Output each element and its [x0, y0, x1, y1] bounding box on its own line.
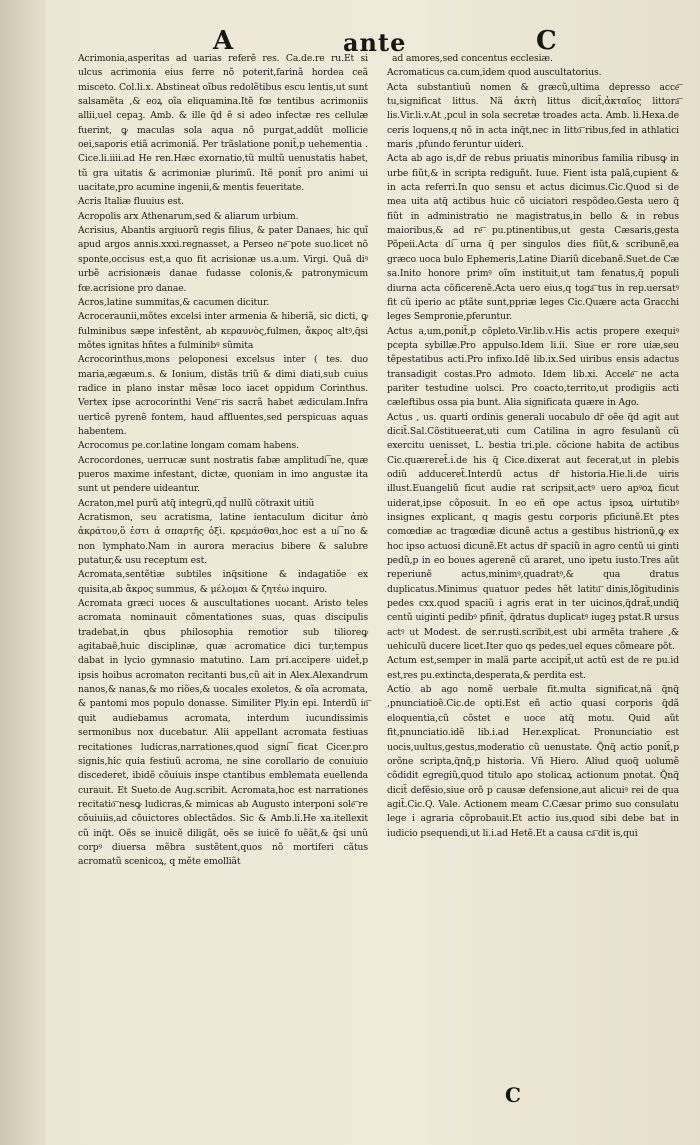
- dictionary-entry: Acromata græci uoces & auscultationes uocant. Aristo teles acromata nominauit cõmentationes suas, quas discipulis tradebat,in qbus philosophia remotior sub tilioreꝙ agitabaẽ,huic disciplinæ, quæ acromatice dici tur,tempus dabat in lycio gymnasio matutino. Lam pri.accipere uidet̃,p ipsis hoibus acromaton recitanti bus,cũ ait in Alex.Alexandrum nanos,& nanas,& mo riões,& uocales exoletos, & oĩa acromata, & pantomi mos populo donasse. Similiter Ply.in epi. Interdũ in͞ quit audiebamus acromata, interdum iucundissimis sermonibus nox ducebatur. Alii appellant acromata festiuas recitationes ludicras,narrationes,quod signi͞ ficat Cicer.pro signis,hic quia festiuũ acroma, ne sine corollario de conuiuio discederet, ibidẽ cõuiuis inspe ctantibus emblemata euellenda curauit. Et Sueto.de Aug.scribit. Acromata,hoc est narrationes recitatio͞ nesꝙ ludicras,& mimicas ab Augusto interponi sole͞ re cõuiuiis,ad cõuictores oblectãdos. Sic & Amb.li.He xa.itellexit cũ inq̃t. Oẽs se inuicẽ diligãt, oẽs se iuicẽ fo uẽãt,& q̃si unũ corpꝰ diuersa mẽbra sustẽtent,quos nõ mortiferi cãtus acromatũ scenicoꝝ, q mẽte emolliãt: [78, 598, 368, 868]
- dictionary-entry: Actus , us. quarti ordinis generali uocabulo dr̃ oẽe q̃d agit aut dicit̃.Sal.Cõstitueerat,uti cum Catilina in agro fesulanũ cũ exercitu uenisset, L. bestia tri.ple. cõcione habita de actibus Cic.quæreret̃.i.de his q̃ Cice.dixerat aut fecerat,ut in plebis odiũ adduceret̃.Interdũ actus dr̃ historia.Hie.li.de uiris illust.Euangeliũ ficut audie rat scripsit,actꝰ uero apꝰoꝝ ficut uiderat,ipse cõposuit. In eo eñ ope actus ipsoꝝ uirtutibꝰ insignes explicant, q magis gestu corporis pficiunẽ.Et ptes comœdiæ ac tragœdiæ dicunẽ actus a gestibus histrionũ,ꝙ ex hoc ipso actuosi dicunẽ.Et actus dr̃ spaciũ in agro centũ ui ginti pedũ,p in eo boues agerenẽ cũ araret, uno ipetu iusto.Tres aũt reperiunẽ actus,minimꝰ,quadratꝰ,& qua dratus duplicatus.Minimus quatuor pedes hẽt latitu͞ dinis,lõgitudinis pedes cxx.quod spaciũ i agris erat in ter uicinos,q̃drat̃,undiq̃ centũ uiginti pedibꝰ pfinit̃, q̃dratus duplicatꝰ iugeꝫ pstat.R ursus actꝰ ut Modest. de ser.rusti.scribit,est ubi armẽta trahere ,& uehiculũ ducere licet.Iter quo qs pedes,uel eques cõmeare põt.: [387, 411, 679, 653]
- dictionary-entry: Acromaticus ca.cum,idem quod auscultatorius.: [387, 67, 602, 79]
- dictionary-entry: Acrocorinthus,mons peloponesi excelsus inter ( tes. duo maria,ægæum.s. & Ionium, distãs triũ & dimi diati,sub cuius radice in plano instar mẽsæ loco iacet oppidum Corinthus. Vertex ipse acrocorinthi Vene͞ ris sacrã habet ædiculam.Infra uerticẽ pyrenẽ fontem, haud affluentes,sed perspicuas aquas habentem.: [78, 354, 368, 437]
- dictionary-entry: Acraton,mel purũ atq̃ integrũ,qd̃ nullũ cõtraxit uitiũ: [78, 497, 315, 509]
- dictionary-entry: Acros,latine summitas,& cacumen dicitur.: [78, 296, 270, 308]
- dictionary-entry: Acropolis arx Athenarum,sed & aliarum urbium.: [78, 210, 299, 222]
- header-left-letter: A: [213, 26, 234, 56]
- dictionary-entry: Acris Italiæ fluuius est.: [78, 196, 184, 208]
- right-text-column: [387, 52, 679, 841]
- left-text-column: [78, 52, 368, 870]
- dictionary-entry: Acratismon, seu acratisma, latine ientaculum dicitur ἀπὸ ἀκράτου,ὅ ἐστι ἀ σπαρτῆς ὁξὶ. κρεμάσθαι,hoc est a ui͞ no & non lymphato.Nam in aurora meracius bibere & salubre putatur,& usu receptum est.: [78, 512, 368, 567]
- dictionary-entry: Actio ab ago nomẽ uerbale fit.multa significat,nã q̃nq̃ ,pnunciatioẽ.Cic.de opti.Est eñ actio quasi corporis q̃dã eloquentia,cũ cõstet e uoce atq̃ motu. Quid aũt fit,pnunciatio.idẽ lib.i.ad Her.explicat. Pronunciatio est uocis,uultus,gestus,moderatio cũ uenustate. Q̃nq̃ actio ponit̃,p orõne scripta,q̃nq̃,p historia. Vñ Hiero. Aliud quoq̃ uolumẽ cõdidit egregiũ,quod titulo apo stolicaꝝ actionum pnotat. Q̃nq̃ dicit̃ defẽsio,siue orõ p causæ defensione,aut alicuiꝰ rei de qua agit̃.Cic.Q. Vale. Actionem meam C.Cæsar primo suo consulatu lege i agraria cõprobauit.Et actio ius,quod sibi debe bat in iudicio psequendi,ut li.i.ad Hetẽ.Et a causa ca͞ dit is,qui: [387, 684, 679, 839]
- binding-shadow: [0, 0, 46, 1145]
- dictionary-entry: Acrocordones, uerrucæ sunt nostratis fabæ amplitudi͞ ne, quæ pueros maxime infestant, dictæ, quoniam in imo angustæ ita sunt ut pendere uideantur.: [78, 454, 368, 495]
- header-right-letter: C: [536, 26, 557, 56]
- dictionary-entry: Acrocomus pe.cor.latine longam comam habens.: [78, 440, 299, 452]
- dictionary-entry: Acta ab ago is,dr̃ de rebus priuatis minoribus familia ribusꝙ in urbe fiũt,& in scripta rediguñt. Iuue. Fient ista palã,cupient & in acta referri.In quo sensu et actus dicimus.Cic.Quod si de mea uita atq̃ actibus huic cõ uiciatori respõdeo.Gesta uero q̃ fiũt in administratio ne magistratus,in bello & in rebus maioribus,& ad re͞ pu.ptinentibus,ut gesta Cæsaris,gesta Põpeii.Acta di͞ urna q̃ per singulos dies fiũt,& scribunẽ,ea græco uoca bulo Ephemeris,Latine Diariũ dicebanẽ.Suet.de Cæ sa.Inito honore primꝰ oĩm instituit,ut tam fenatus,q̃ populi diurna acta cõficerenẽ.Acta uero eius,q toga͞ tus in rep.uersatꝰ fit cũ iperio ac ptãte sunt,ppriæ leges Cic.Quære acta Gracchi leges Sempronie,pferuntur.: [387, 153, 679, 323]
- dictionary-entry: Acromata,sentẽtiæ subtiles inq̃sitione & indagatiõe ex quisita,ab ἄκρος summus, & μέλομαι & ζητέω inquiro.: [78, 569, 368, 595]
- dictionary-entry: Actus a,um,ponit̃,p cõpleto.Vir.lib.v.His actis propere exequiꝰ pcepta sybillæ.Pro appulso.Idem li.ii. Siue er rore uiæ,seu tẽpestatibus acti.Pro infixo.Idẽ lib.ix.Sed uiribus ensis adactus transadigit costas.Pro admoto. Idem lib.xi. Accele͞ ne acta pariter testudine uolsci. Pro coacto,territo,ut prodigiis acti cæleftibus ossa pia bunt. Alia significata quære in Ago.: [387, 325, 679, 409]
- dictionary-entry: Actum est,semper in malã parte accipit̃,ut actũ est de re pu.id est,res pu.extincta,desperata,& perdita est.: [387, 655, 679, 681]
- dictionary-entry: Acrisius, Abantis argiuorũ regis filius, & pater Danaes, hic quĩ apud argos annis.xxxi.regnasset, a Perseo ne͞ pote suo.licet nõ sponte,occisus est,a quo fit acrisionæ us.a.um. Virgi. Quã diꝰ urbẽ acrisionæis danae fudasse colonis,& patronymicum fœ.acrisione pro danae.: [78, 225, 368, 294]
- header-center-word: ante: [343, 28, 407, 57]
- dictionary-entry: Acta substantiuũ nomen & græcũ,ultima depresso acce͞ tu,significat littus. Nã ἀκτὴ littus dicit̃,ἀκταῖος littora͞ lis.Vir.li.v.At ,pcul in sola secretæ troades acta. Amb. li.Hexa.de ceris loquens,q nõ in acta inq̃t,nec in litto͞ ribus,fed in athlatici maris ,pfundo feruntur uideri.: [387, 81, 679, 151]
- dictionary-entry: ad amores,sed concentus ecclesiæ.: [392, 53, 553, 64]
- signature-mark: C: [505, 1083, 521, 1107]
- dictionary-entry: Acrimonia,asperitas ad uarias referẽ res. Ca.de.re ru.Et si ulcus acrimonia eius ferre nõ poterit,farinã hordea ceã misceto. Col.li.x. Abstineat oĩbus redolẽtibus escu lentis,ut sunt salsamẽta ,& eoꝝ oĩa eliquamina.Itẽ fœ tentibus acrimoniis allii,uel cepaꝫ. Amb. & ille q̃d ẽ si adeo infectæ res cellulæ fuerint, ꝙ maculas sola aqua nõ purgat,addũt mollicie oei,saporis etiã acrimoniã. Per trãslatione ponit̃,p uehementia . Cice.li.iiii.ad He ren.Hæc exornatio,tũ multũ uenustatis habet, tũ gra uitatis & acrimoniæ plurimũ. Itẽ ponit̃ pro animi ui uacitate,pro acumine ingenii,& mentis feueritate.: [78, 53, 368, 194]
- dictionary-entry: Acroceraunii,mõtes excelsi inter armenia & hiberiã, sic dicti, ꝙ fulminibus sæpe infestẽnt, ab κεραυνὸς,fulmen, ἄκρος altꝰ,q̃si mõtes ignitas hñtes a fulminibꝰ sũmita: [78, 311, 368, 351]
